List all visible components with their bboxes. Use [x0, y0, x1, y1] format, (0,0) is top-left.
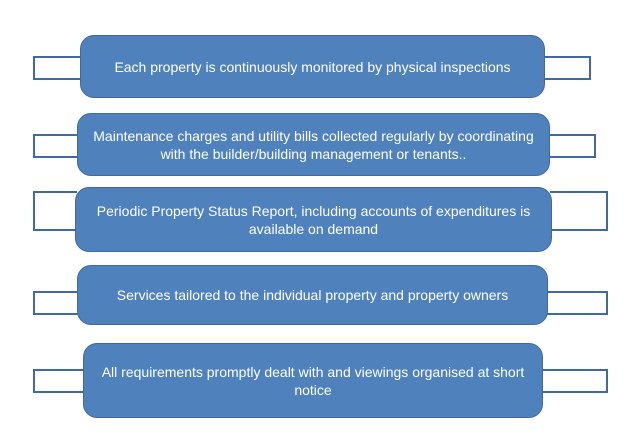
left-bracket-5: [33, 369, 85, 393]
left-bracket-2: [33, 134, 79, 158]
right-bracket-3: [550, 191, 608, 231]
left-bracket-1: [33, 56, 81, 80]
diagram-box-3: [75, 187, 552, 252]
left-bracket-3: [33, 191, 77, 231]
right-bracket-4: [546, 291, 608, 315]
left-bracket-4: [33, 291, 79, 315]
box-2-text: Maintenance charges and utility bills collected regularly by coordinating with the builder/building management or tenants..: [93, 127, 534, 162]
box-4-text: Services tailored to the individual property and property owners: [116, 287, 509, 303]
box-1-text: Each property is continuously monitored by physical inspections: [114, 58, 511, 75]
diagram-box-5: [83, 343, 543, 418]
box-5-text: All requirements promptly dealt with and viewings organised at short notice: [101, 363, 525, 398]
diagram-box-1: [80, 35, 545, 98]
right-bracket-5: [541, 369, 608, 393]
diagram-box-2: [77, 113, 550, 176]
right-bracket-2: [548, 134, 596, 158]
right-bracket-1: [543, 56, 591, 80]
diagram-box-4: [77, 265, 548, 325]
box-3-text: Periodic Property Status Report, including accounts of expenditures is available on demand: [96, 202, 531, 237]
